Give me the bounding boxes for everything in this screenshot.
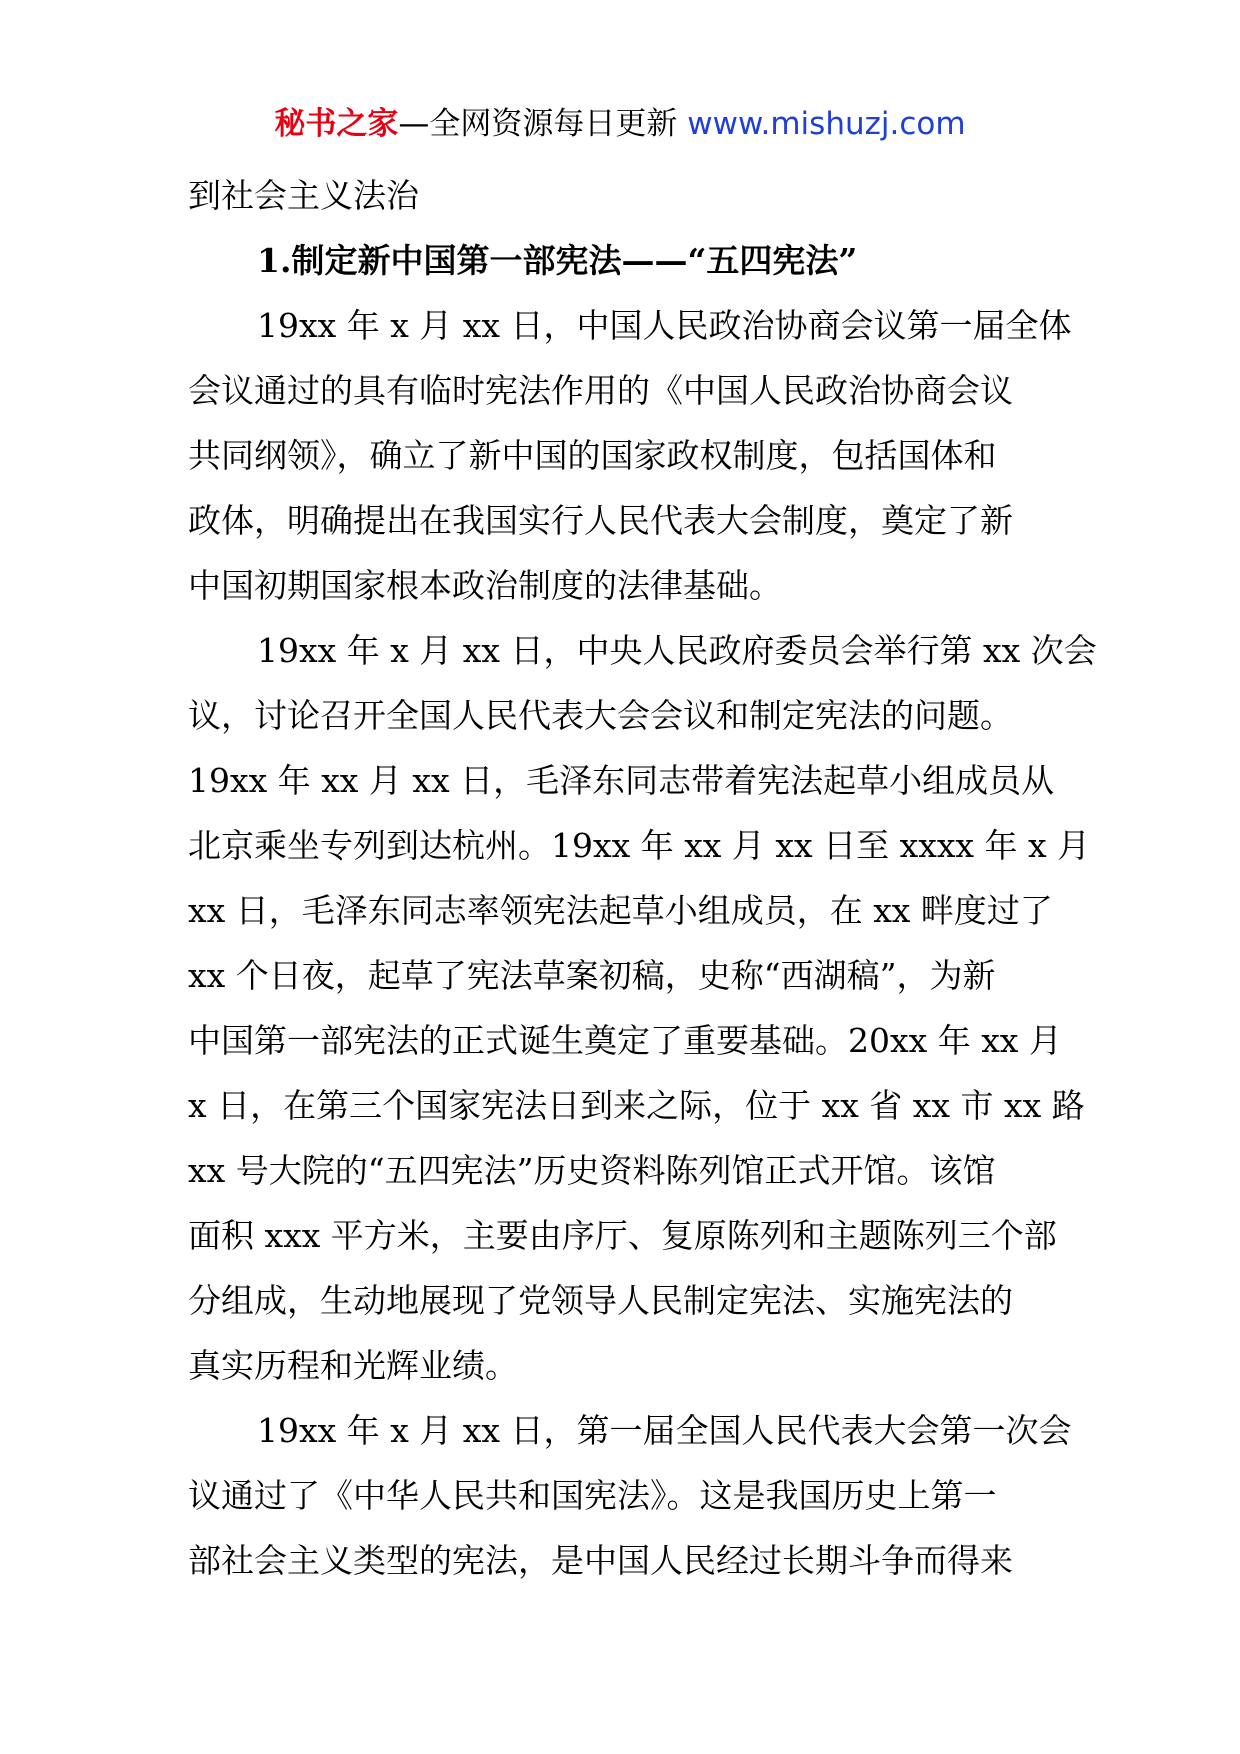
text-line: xx 号大院的“五四宪法”历史资料陈列馆正式开馆。该馆 — [188, 1151, 996, 1190]
text-line: 到社会主义法治 — [188, 176, 419, 215]
text-line: 分组成，生动地展现了党领导人民制定宪法、实施宪法的 — [188, 1281, 1013, 1320]
text-line: 北京乘坐专列到达杭州。19xx 年 xx 月 xx 日至 xxxx 年 x 月 — [188, 826, 1091, 865]
text-line: 中国初期国家根本政治制度的法律基础。 — [188, 566, 782, 605]
text-line: 会议通过的具有临时宪法作用的《中国人民政治协商会议 — [188, 371, 1013, 410]
brand-name: 秘书之家 — [274, 106, 399, 142]
text-line: 部社会主义类型的宪法，是中国人民经过长期斗争而得来 — [188, 1541, 1013, 1580]
document-body — [188, 163, 1097, 1593]
text-line: x 日，在第三个国家宪法日到来之际，位于 xx 省 xx 市 xx 路 — [188, 1086, 1085, 1125]
text-line: 议通过了《中华人民共和国宪法》。这是我国历史上第一 — [188, 1476, 997, 1515]
text-line: xx 日，毛泽东同志率领宪法起草小组成员，在 xx 畔度过了 — [188, 891, 1053, 930]
text-line: 19xx 年 xx 月 xx 日，毛泽东同志带着宪法起草小组成员从 — [188, 761, 1055, 800]
page-header — [0, 100, 1240, 148]
text-line: 议，讨论召开全国人民代表大会会议和制定宪法的问题。 — [188, 696, 1013, 735]
text-line: 面积 xxx 平方米，主要由序厅、复原陈列和主题陈列三个部 — [188, 1216, 1057, 1255]
header-slogan: —全网资源每日更新 — [398, 106, 688, 142]
site-url: www.mishuzj.com — [687, 106, 966, 142]
text-line: 共同纲领》，确立了新中国的国家政权制度，包括国体和 — [188, 436, 997, 475]
section-heading: 1.制定新中国第一部宪法——“五四宪法” — [257, 241, 858, 280]
text-line: 19xx 年 x 月 xx 日，第一届全国人民代表大会第一次会 — [257, 1411, 1072, 1450]
text-line: 中国第一部宪法的正式诞生奠定了重要基础。20xx 年 xx 月 — [188, 1021, 1062, 1060]
text-line: 政体，明确提出在我国实行人民代表大会制度，奠定了新 — [188, 501, 1013, 540]
text-line: 19xx 年 x 月 xx 日，中国人民政治协商会议第一届全体 — [257, 306, 1072, 345]
text-line: 19xx 年 x 月 xx 日，中央人民政府委员会举行第 xx 次会 — [257, 631, 1097, 670]
text-line: xx 个日夜，起草了宪法草案初稿，史称“西湖稿”，为新 — [188, 956, 996, 995]
text-line: 真实历程和光辉业绩。 — [188, 1346, 518, 1385]
